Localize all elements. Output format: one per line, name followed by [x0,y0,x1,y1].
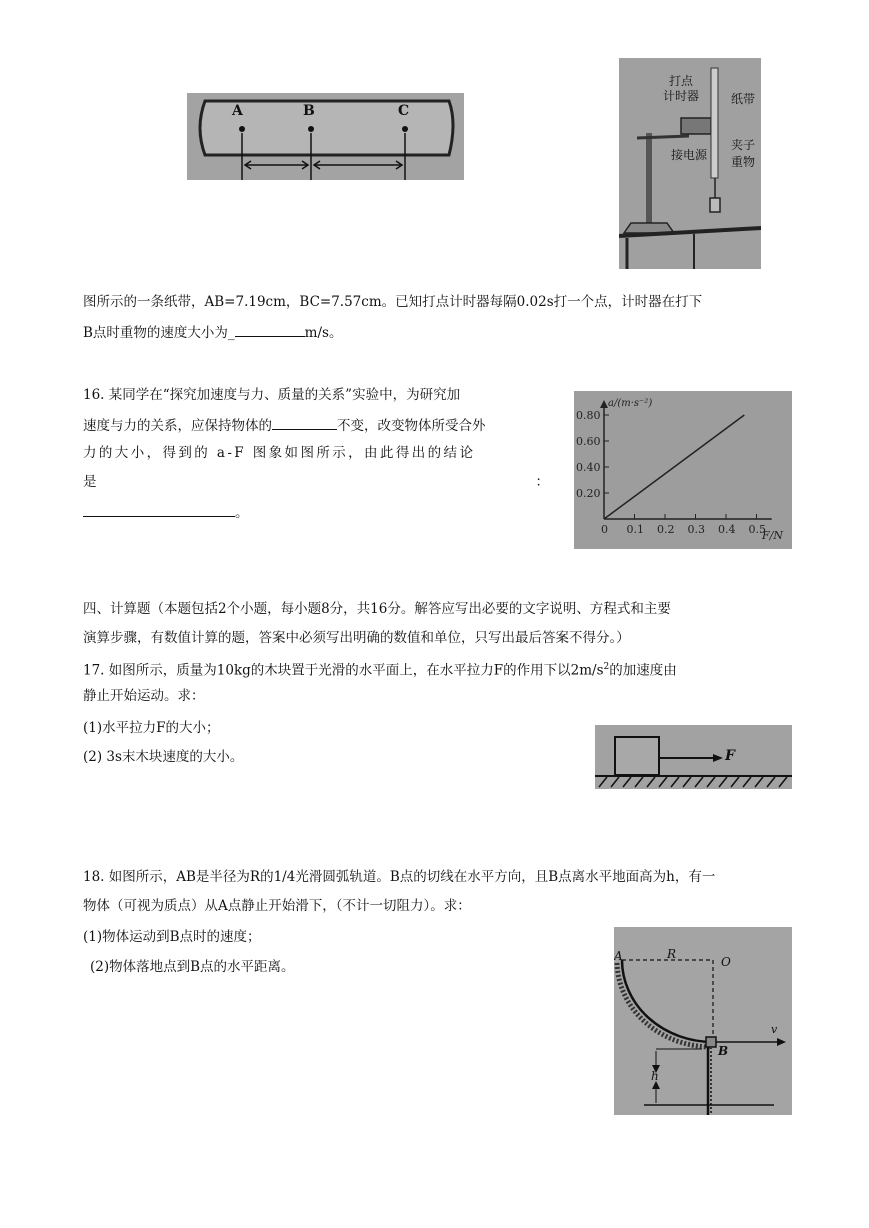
x-tick-label: 0.5 [748,523,766,536]
q15-answer-blank[interactable] [235,322,305,337]
q16-line1: 16. 某同学在“探究加速度与力、质量的关系”实验中，为研究加 [83,387,461,403]
q18-line2: 物体（可视为质点）从A点静止开始滑下，（不计一切阻力）。求： [83,898,471,914]
arc-label-r: R [667,947,677,961]
block-figure [595,725,792,789]
arc-label-o: O [721,955,731,969]
tape-label-c: C [398,103,410,119]
y-tick-label: 0.60 [576,435,601,448]
y-axis-label: a/(m·s⁻²) [608,398,653,409]
af-chart-svg [574,391,792,549]
q16-line4-pre: 是 [83,474,97,490]
x-tick-label: 0.2 [657,523,675,536]
af-chart [574,391,792,549]
q16-line2 [83,415,486,435]
q15-line2-post: m/s。 [304,325,343,341]
timer-label-timer: 计时器 [663,89,700,103]
q15-line2 [83,322,342,342]
series-line [604,415,744,519]
timer-label-clip: 夹子 [731,138,756,152]
arc-label-h: h [651,1069,659,1083]
arc-label-a: A [614,949,623,963]
timer-label-dot: 打点 [669,74,694,88]
q16-blank-1[interactable] [272,415,337,430]
arc-track-drawing [614,927,792,1115]
x-tick-label: 0.4 [718,523,736,536]
q16-line5 [83,502,249,522]
y-axis-arrow [600,400,608,408]
arc-track-figure [614,927,792,1115]
timer-apparatus-figure [619,58,761,269]
q16-line5-post: 。 [235,505,249,521]
tape-label-a: A [232,103,243,119]
q17-line1-sup: 2 [603,662,610,672]
y-tick-label: 0.40 [576,461,601,474]
q17-sub1: (1)水平拉力F的大小； [83,720,220,736]
q15-line1: 图所示的一条纸带，AB=7.19cm，BC=7.57cm。已知打点计时器每隔0.02s打一个点，计时器在打下 [83,294,703,310]
x-axis-label: F/N [762,529,783,542]
paper-tape-drawing [187,93,464,180]
tape-label-b: B [303,103,315,119]
q16-line3: 力的大小，得到的 a-F 图象如图所示，由此得出的结论 [83,445,476,461]
arc-label-b: B [718,1044,729,1058]
x-tick-label: 0.3 [687,523,705,536]
block-drawing [595,725,792,789]
q17-line1-pre: 17. 如图所示，质量为10kg的木块置于光滑的水平面上，在水平拉力F的作用下以2m/s [83,662,604,679]
q15-line2-pre: B点时重物的速度大小为_ [83,325,235,341]
block-force-label: F [725,748,735,764]
q17-line2: 静止开始运动。求： [83,688,205,704]
timer-label-power: 接电源 [671,148,708,162]
y-tick-label: 0.20 [576,487,601,500]
timer-label-tape: 纸带 [731,92,756,106]
q18-sub1: (1)物体运动到B点时的速度； [83,929,261,945]
q17-line1-post: 的加速度由 [609,662,677,679]
y-tick-label: 0.80 [576,409,601,422]
q16-line2-post: 不变，改变物体所受合外 [337,418,486,434]
q16-line4-post: ： [535,474,549,490]
paper-tape-figure [187,93,464,180]
q17-line1 [83,658,677,680]
x-tick-label: 0 [601,523,608,536]
q16-line4 [83,473,549,491]
q18-sub2: (2)物体落地点到B点的水平距离。 [90,959,295,975]
timer-label-weight: 重物 [731,155,756,169]
section4-line2: 演算步骤，有数值计算的题，答案中必须写出明确的数值和单位，只写出最后答案不得分。） [83,630,630,646]
q17-sub2: (2) 3s末木块速度的大小。 [83,749,244,765]
q18-line1: 18. 如图所示，AB是半径为R的1/4光滑圆弧轨道。B点的切线在水平方向，且B点离水平地面高为h，有一 [83,869,716,885]
q16-line2-pre: 速度与力的关系，应保持物体的 [83,418,272,434]
q16-blank-2[interactable] [83,502,235,517]
x-tick-label: 0.1 [626,523,644,536]
section4-line1: 四、计算题（本题包括2个小题，每小题8分，共16分。解答应写出必要的文字说明、方程式和主要 [83,601,671,617]
arc-label-v: v [771,1023,778,1036]
